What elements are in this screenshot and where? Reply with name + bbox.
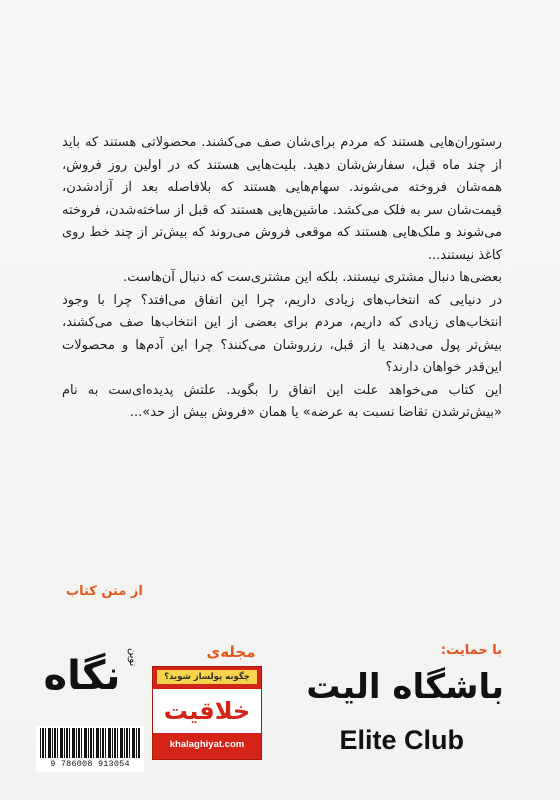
sponsor-name-fa: باشگاه الیت [306, 667, 504, 707]
sponsor-label: با حمایت: [440, 643, 502, 658]
magazine-tagline: چگونه پولساز شوید؟ [157, 670, 257, 684]
barcode-bars-icon [40, 728, 140, 758]
source-attribution: از متن کتاب [66, 584, 143, 599]
publisher-sub: نوین [127, 648, 138, 667]
blurb-paragraph-4: این کتاب می‌خواهد علت این اتفاق را بگوید. علتش پدیده‌ای‌ست به نام «بیش‌ترشدن تقاضا نسبت به عرضه» یا همان «فروش بیش از حد»... [62, 382, 502, 420]
blurb-paragraph-1: رستوران‌هایی هستند که مردم برای‌شان صف می‌کشند. محصولاتی هستند که باید از چند ماه قبل، سفارش‌شان دهید. بلیت‌هایی هستند که در اولین روز فروش، همه‌شان فروخته می‌شوند. سهام‌هایی هستند که بلافاصله بعد از آزادشدن، قیمت‌شان سر به فلک می‌کشد. ماشین‌هایی هستند که قبل از ساخته‌شدن، فروخته می‌شوند و ملک‌هایی هستند که موقعی فروش می‌روند که بیش‌تر از چند خط روی کاغذ نیستند... [62, 135, 502, 263]
magazine-url: khalaghiyat.com [169, 739, 245, 750]
isbn-barcode [36, 726, 144, 772]
magazine-name: خلاقیت [153, 689, 261, 733]
publisher-logo [40, 640, 138, 720]
barcode-number: 9 786008 913054 [50, 759, 130, 769]
magazine-label: مجله‌ی [206, 643, 256, 661]
sponsor-name-en: Elite Club [339, 725, 464, 755]
blurb-paragraph-3: در دنیایی که انتخاب‌های زیادی داریم، چرا این اتفاق می‌افتد؟ چرا با وجود انتخاب‌های زیادی که داریم، مردم برای بعضی از این انتخاب‌ها صف می‌کشند، بیش‌تر پول می‌دهند یا از قبل، رزروشان می‌کنند؟ چرا این آدم‌ها و محصولات این‌قدر خواهان دارند؟ [62, 292, 502, 375]
magazine-logo [152, 666, 262, 760]
publisher-name: نگاه [43, 653, 121, 699]
blurb-text [62, 132, 502, 425]
blurb-paragraph-2: بعضی‌ها دنبال مشتری نیستند. بلکه این مشتری‌ست که دنبال آن‌هاست. [123, 270, 502, 285]
